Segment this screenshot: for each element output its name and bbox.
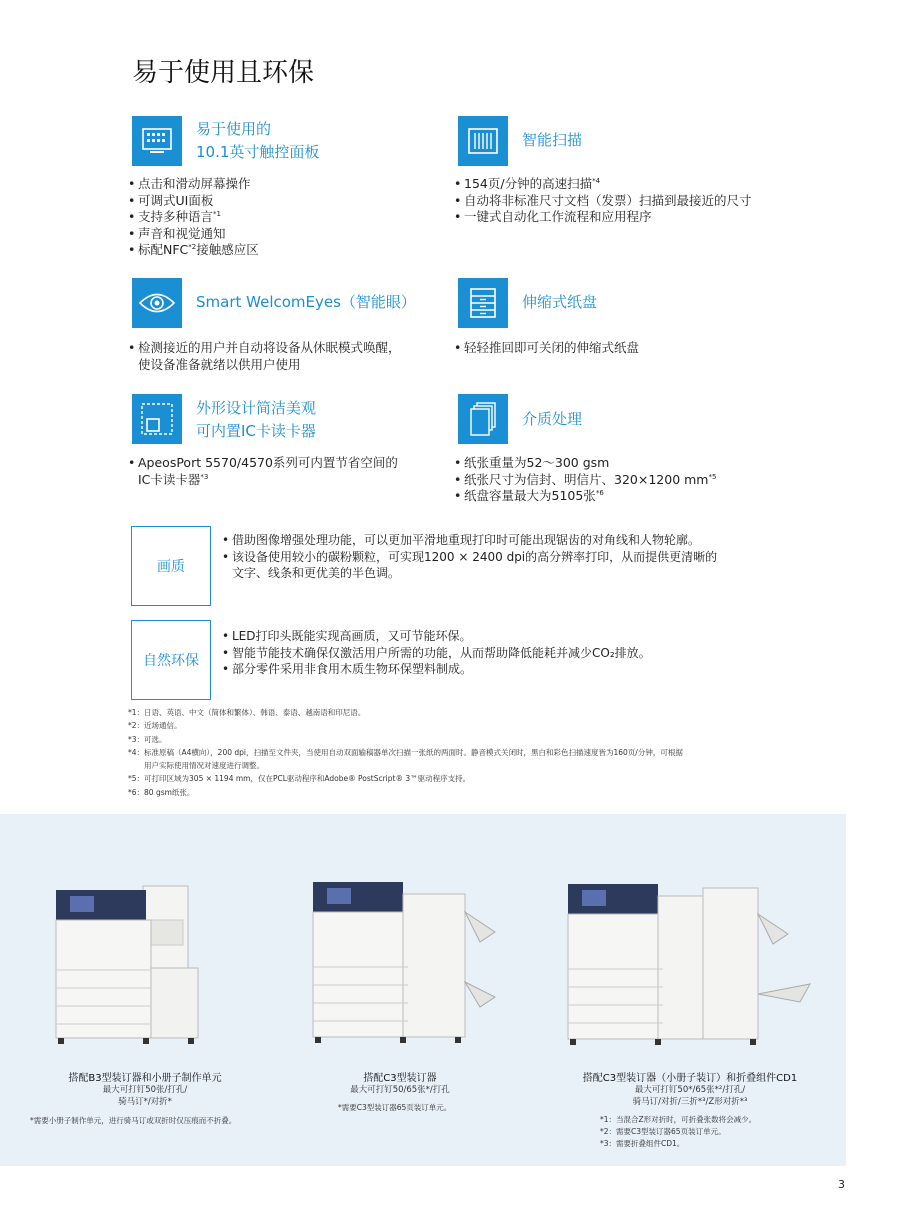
footnote: *6：80 gsm纸张。 (128, 787, 195, 797)
list-item: • 支持多种语言$^{*1}$ (128, 209, 259, 226)
feature-list-eyes (128, 340, 401, 373)
feature-title-media: 介质处理 (522, 410, 583, 428)
product-spec: 最大可打钉50/65张*/打孔 (350, 1085, 450, 1095)
footnote: *5：可打印区域为305 × 1194 mm，仅在PCL驱动程序和Adobe® PostScript® 3™驱动程序支持。 (128, 774, 471, 784)
card-reader-icon (132, 394, 182, 444)
list-item: • 自动将非标准尺寸文档（发票）扫描到最接近的尺寸 (454, 193, 752, 210)
list-item: • 纸张重量为52～300 gsm (454, 455, 716, 472)
feature-list-tray (454, 340, 639, 357)
feature-title-touch-panel: 易于使用的 10.1英寸触控面板 (196, 120, 320, 161)
list-item: • 点击和滑动屏幕操作 (128, 176, 259, 193)
printer-b3-image (48, 880, 238, 1060)
feature-title-eyes: Smart WelcomEyes（智能眼） (196, 293, 416, 311)
footnote: *1：日语、英语、中文（简体和繁体）、韩语、泰语、越南语和印尼语。 (128, 708, 366, 717)
footnote: *3：可选。 (128, 734, 167, 744)
list-item: • 一键式自动化工作流程和应用程序 (454, 209, 752, 226)
list-item: • 声音和视觉通知 (128, 226, 259, 243)
page-title: 易于使用且环保 (132, 58, 315, 88)
eco-list (222, 628, 651, 678)
product-caption: 搭配B3型装订器和小册子制作单元 (68, 1073, 222, 1084)
media-icon (458, 394, 508, 444)
list-item: • 可调式UI面板 (128, 193, 259, 210)
list-item: • 纸张尺寸为信封、明信片、320×1200 $mm^{*5}$ (454, 472, 716, 489)
product-note: *需要小册子制作单元，进行骑马订或双折时仅压痕而不折叠。 (30, 1116, 237, 1125)
feature-title-tray: 伸缩式纸盘 (522, 293, 598, 311)
list-item: • 标配NFC$^{*2}$接触感应区 (128, 242, 259, 259)
list-item: • LED打印头既能实现高画质，又可节能环保。 (222, 628, 651, 645)
product-notes: *1：当混合Z形对折时，可折叠张数将会减少。 *2：需要C3型装订器65页装订单元。 *3：需要折叠组件CD1。 (600, 1115, 757, 1148)
product-caption: 搭配C3型装订器（小册子装订）和折叠组件CD1 (582, 1073, 798, 1084)
list-item: • 轻轻推回即可关闭的伸缩式纸盘 (454, 340, 639, 357)
list-item: • 纸盘容量最大为5105张$^{*6}$ (454, 488, 716, 505)
footnote: *2：近场通信。 (128, 721, 182, 731)
feature-list-scan (454, 176, 752, 226)
product-spec: 最大可打钉50*/65张*²/打孔/ 骑马订/对折/三折*³/Z形对折*³ (632, 1085, 748, 1107)
scan-icon (458, 116, 508, 166)
list-item: • 该设备使用较小的碳粉颗粒，可实现1200 × 2400 dpi的高分辨率打印，从而提供更清晰的 文字、线条和更优美的半色调。 (222, 549, 717, 582)
quality-list (222, 532, 717, 582)
list-item: • 检测接近的用户并自动将设备从休眠模式唤醒， 使设备准备就绪以供用户使用 (128, 340, 401, 373)
paper-tray-icon (458, 278, 508, 328)
feature-title-scan: 智能扫描 (522, 131, 583, 149)
list-item: • 智能节能技术确保仅激活用户所需的功能，从而帮助降低能耗并减少CO₂排放。 (222, 645, 651, 662)
printer-c3-cd1-image (560, 874, 830, 1064)
feature-list-media (454, 455, 716, 505)
page-number: 3 (838, 1178, 845, 1191)
eye-icon (132, 278, 182, 328)
feature-list-touch-panel (128, 176, 259, 259)
footnotes (128, 706, 683, 799)
eco-label-box: 自然环保 (131, 620, 211, 700)
quality-label-box: 画质 (131, 526, 211, 606)
touch-panel-icon (132, 116, 182, 166)
product-caption: 搭配C3型装订器 (363, 1073, 437, 1084)
list-item: • 借助图像增强处理功能，可以更加平滑地重现打印时可能出现锯齿的对角线和人物轮廓。 (222, 532, 717, 549)
feature-list-design (128, 455, 398, 488)
product-spec: 最大可打钉50张/打孔/ 骑马订*/对折* (102, 1085, 188, 1107)
list-item: • 154页/分钟的高速扫描$^{*4}$ (454, 176, 752, 193)
product-note: *需要C3型装订器65页装订单元。 (338, 1103, 452, 1112)
list-item: • ApeosPort 5570/4570系列可内置节省空间的 IC卡读卡器$^{*3}$ (128, 455, 398, 488)
printer-c3-image (305, 872, 505, 1062)
list-item: • 部分零件采用非食用木质生物环保塑料制成。 (222, 661, 651, 678)
footnote: 用户实际使用情况对速度进行调整。 (144, 761, 264, 771)
footnote: *4：标准原稿（A4横向），200 dpi，扫描至文件夹，当使用自动双面输稿器单次扫描一张纸的两面时。静音模式关闭时，黑白和彩色扫描速度皆为160页/分钟，可根据 (128, 747, 683, 757)
feature-title-design: 外形设计简洁美观 可内置IC卡读卡器 (196, 399, 317, 440)
